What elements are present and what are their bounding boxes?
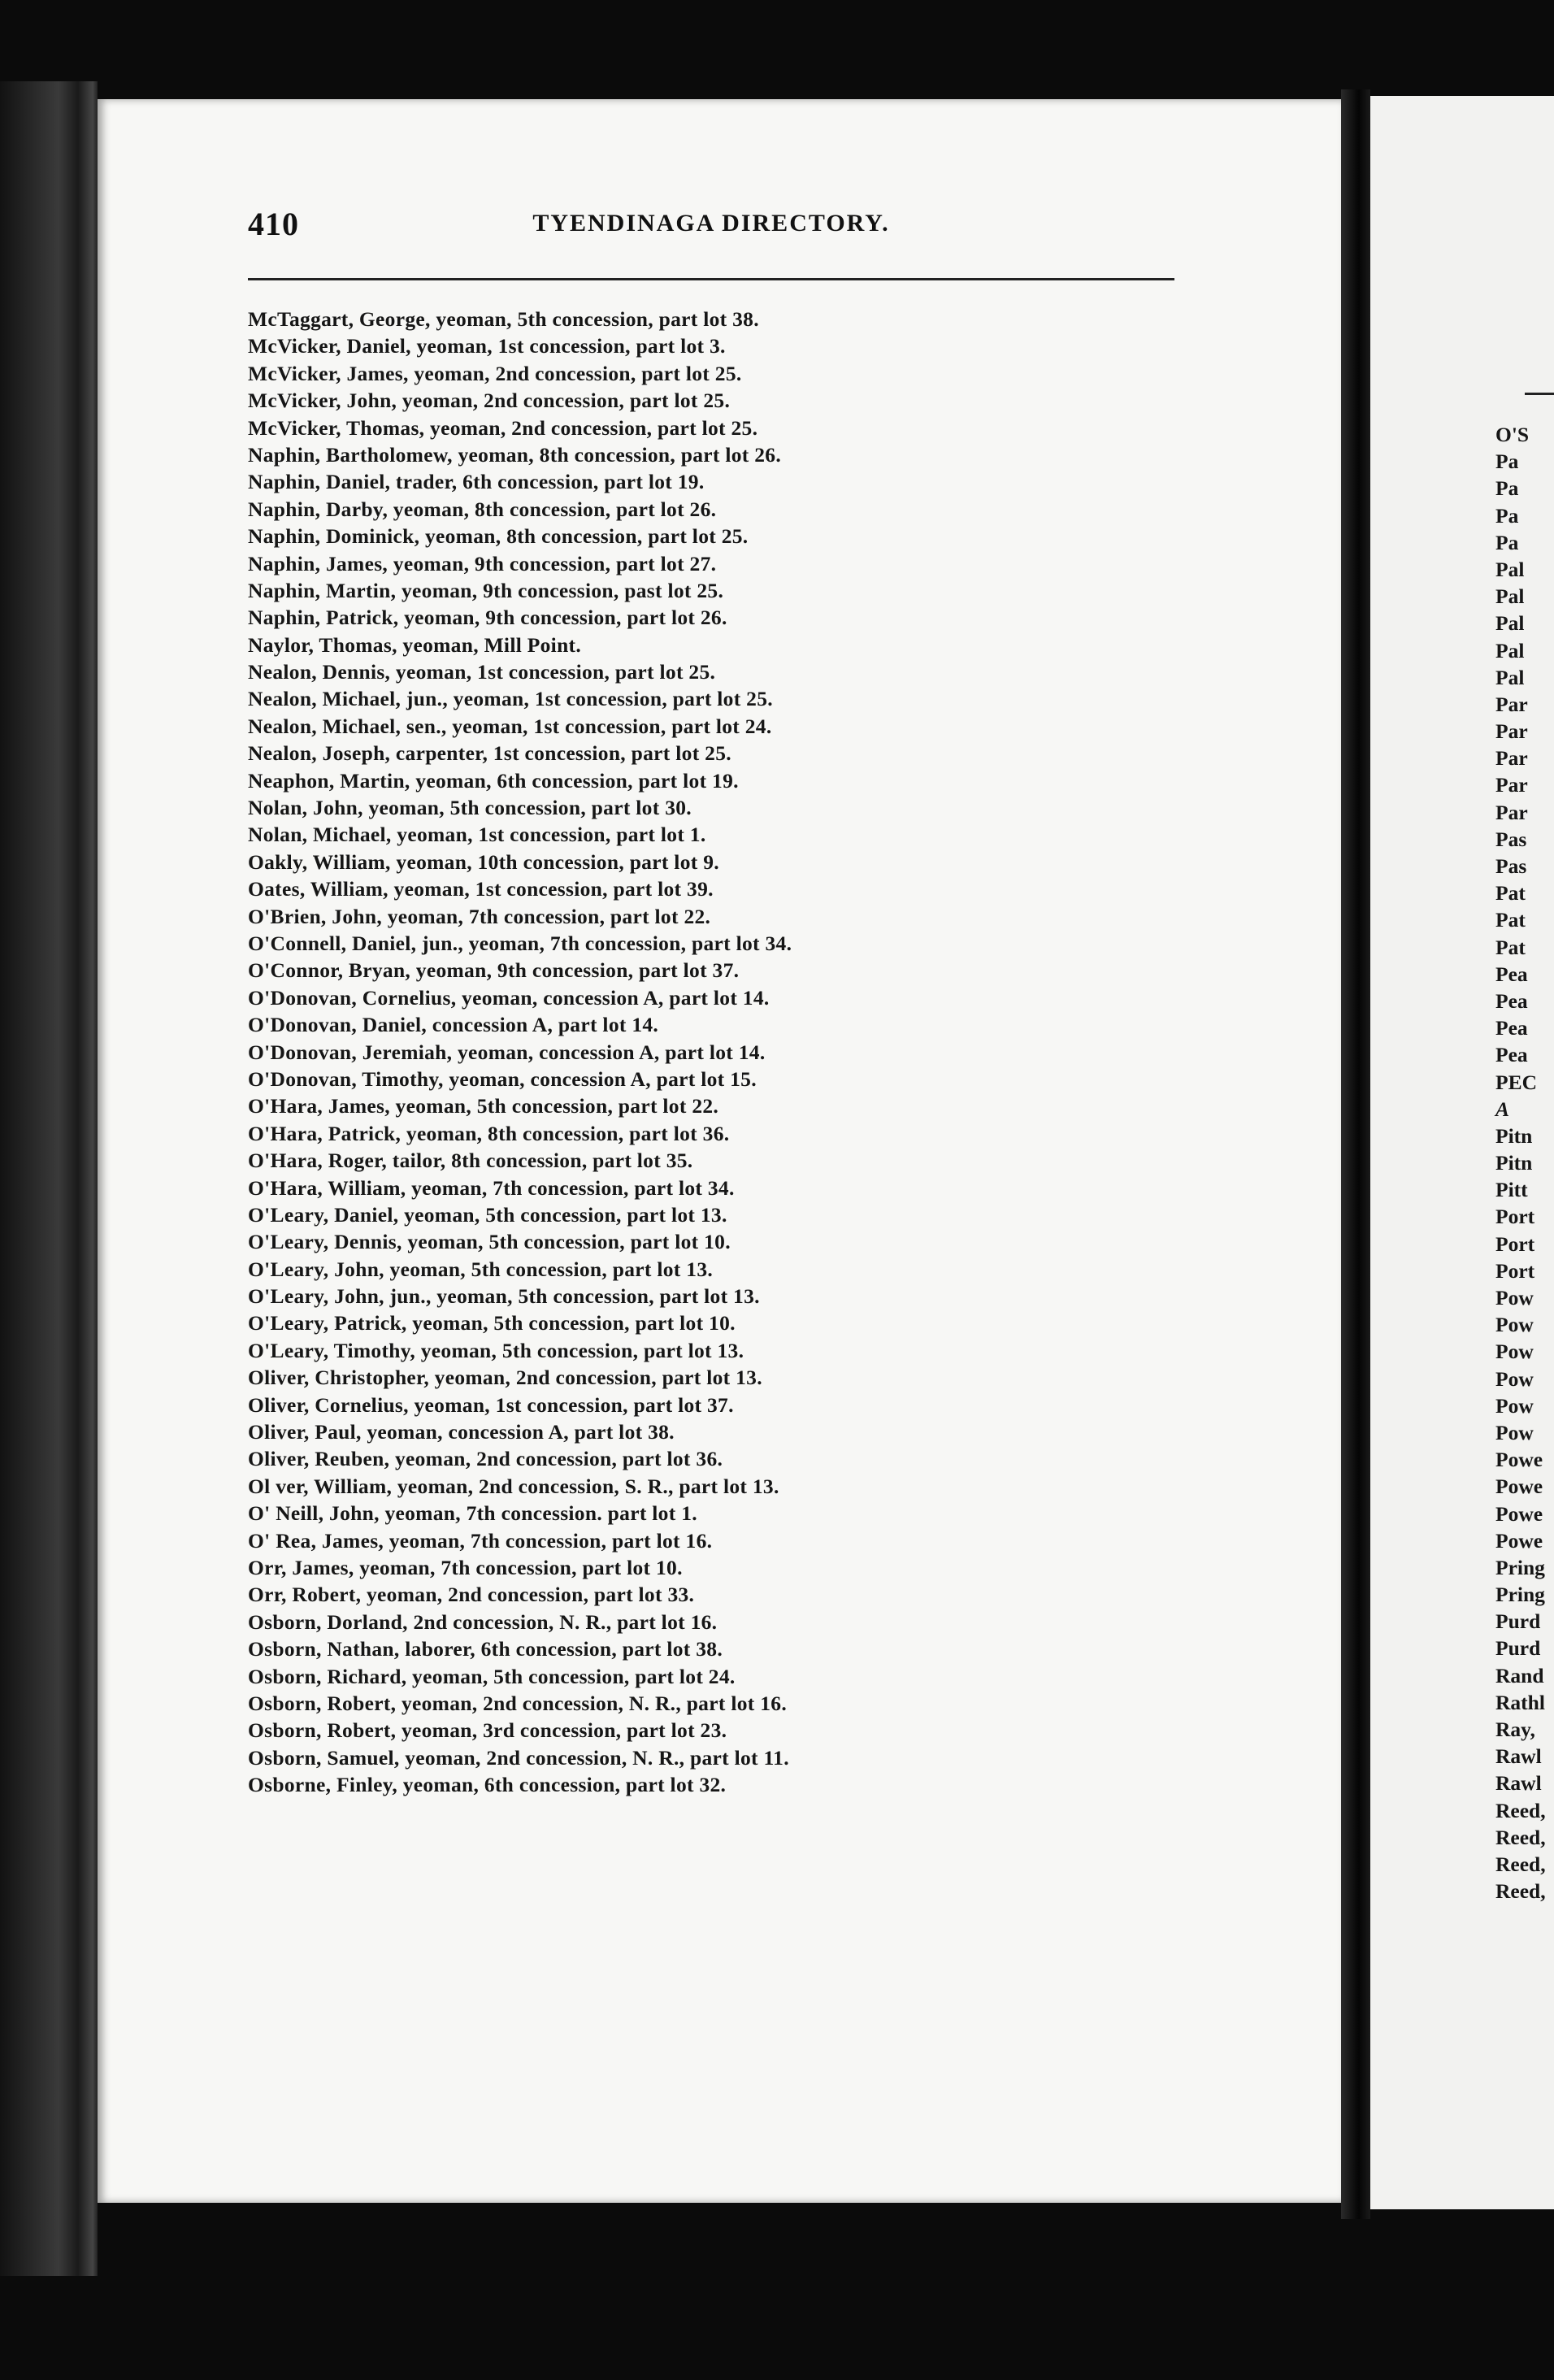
facing-page-fragment: Port (1495, 1258, 1535, 1283)
directory-entry: O'Connor, Bryan, yeoman, 9th concession, part lot 37. (248, 958, 740, 983)
facing-page-fragment: Pas (1495, 854, 1527, 878)
facing-page-fragment: Pa (1495, 530, 1519, 554)
directory-entry: Naphin, Patrick, yeoman, 9th concession, part lot 26. (248, 606, 727, 630)
directory-entry: Naphin, Dominick, yeoman, 8th concession, part lot 25. (248, 524, 749, 549)
facing-page-fragment: Par (1495, 800, 1528, 824)
book-spine (0, 81, 98, 2276)
facing-page-fragment: Powe (1495, 1448, 1543, 1472)
running-title: TYENDINAGA DIRECTORY. (532, 210, 890, 237)
facing-page-fragment: Pitn (1495, 1123, 1533, 1148)
facing-page-fragment: Pea (1495, 1043, 1528, 1067)
facing-page-fragment: Reed, (1495, 1825, 1546, 1849)
directory-entry: O'Hara, Roger, tailor, 8th concession, part lot 35. (248, 1149, 693, 1173)
directory-entry: O'Leary, John, yeoman, 5th concession, part lot 13. (248, 1257, 714, 1281)
facing-page-fragment: Purd (1495, 1636, 1541, 1661)
facing-page-fragment: Pal (1495, 665, 1525, 689)
facing-page-fragment: Rawl (1495, 1744, 1542, 1769)
directory-entry: Orr, James, yeoman, 7th concession, part lot 10. (248, 1555, 683, 1579)
facing-page-fragment: Pal (1495, 584, 1525, 609)
directory-entry: Oliver, Christopher, yeoman, 2nd concession, part lot 13. (248, 1366, 762, 1390)
facing-page-fragment: Pa (1495, 503, 1519, 528)
facing-page-fragment: Pal (1495, 638, 1525, 662)
directory-entry: O'Hara, Patrick, yeoman, 8th concession, part lot 36. (248, 1121, 730, 1145)
facing-page-fragment: Pow (1495, 1286, 1534, 1309)
directory-entry: Naylor, Thomas, yeoman, Mill Point. (248, 632, 582, 657)
directory-entry: McVicker, Thomas, yeoman, 2nd concession, part lot 25. (248, 415, 758, 440)
directory-entry: Osborn, Dorland, 2nd concession, N. R., part lot 16. (248, 1609, 718, 1634)
facing-page-fragment: Reed, (1495, 1852, 1546, 1876)
directory-entry: O'Donovan, Jeremiah, yeoman, concession A, part lot 14. (248, 1040, 766, 1064)
facing-page-fragment: Pas (1495, 827, 1527, 851)
directory-entry: O'Leary, Timothy, yeoman, 5th concession, part lot 13. (248, 1338, 744, 1362)
facing-page-fragment: Reed, (1495, 1798, 1546, 1822)
page-header (248, 205, 1174, 254)
directory-entry: Naphin, Darby, yeoman, 8th concession, part lot 26. (248, 497, 717, 521)
facing-page-fragment: Purd (1495, 1609, 1541, 1634)
directory-entry: Nealon, Michael, jun., yeoman, 1st concession, part lot 25. (248, 687, 773, 711)
facing-page-fragment: Powe (1495, 1474, 1543, 1499)
facing-page-fragment: Pat (1495, 935, 1526, 959)
facing-page-fragment: Par (1495, 719, 1528, 744)
facing-page-fragment: Pa (1495, 476, 1519, 501)
facing-page-fragment: Pat (1495, 908, 1526, 932)
directory-entry: O'Brien, John, yeoman, 7th concession, part lot 22. (248, 904, 711, 928)
directory-entry: Osborn, Robert, yeoman, 3rd concession, part lot 23. (248, 1718, 727, 1743)
directory-entry: Oakly, William, yeoman, 10th concession, part lot 9. (248, 849, 719, 874)
facing-page-fragment: Port (1495, 1205, 1535, 1229)
directory-entry: O'Hara, James, yeoman, 5th concession, part lot 22. (248, 1094, 719, 1118)
directory-entry: Osborn, Robert, yeoman, 2nd concession, N. R., part lot 16. (248, 1691, 787, 1715)
facing-page-fragment: O'S (1495, 423, 1530, 446)
directory-entry: O'Leary, Patrick, yeoman, 5th concession, part lot 10. (248, 1311, 736, 1335)
directory-entry: O'Donovan, Timothy, yeoman, concession A, part lot 15. (248, 1066, 757, 1091)
facing-page-fragment: Ray, (1495, 1718, 1535, 1741)
facing-page-fragment: Pea (1495, 962, 1528, 986)
directory-entry: Nolan, John, yeoman, 5th concession, part lot 30. (248, 796, 692, 820)
facing-page-fragment: Rand (1495, 1663, 1544, 1687)
facing-page-fragment: Pea (1495, 1016, 1528, 1040)
facing-page-fragment: Par (1495, 773, 1528, 797)
facing-page-fragment: Pow (1495, 1420, 1534, 1444)
directory-entry: Neaphon, Martin, yeoman, 6th concession, part lot 19. (248, 768, 739, 793)
facing-page-fragment: Rawl (1495, 1771, 1542, 1796)
facing-page-fragment: A (1495, 1097, 1510, 1121)
facing-page-fragment: Rathl (1495, 1690, 1545, 1714)
directory-entry: O'Hara, William, yeoman, 7th concession, part lot 34. (248, 1175, 735, 1200)
facing-page-fragment: Pa (1495, 450, 1519, 474)
directory-entry: O'Leary, John, jun., yeoman, 5th concession, part lot 13. (248, 1284, 760, 1309)
facing-page-rule (1525, 393, 1554, 395)
facing-page-fragment: Pal (1495, 611, 1525, 636)
directory-entry: Oates, William, yeoman, 1st concession, part lot 39. (248, 877, 714, 901)
directory-entry: O' Rea, James, yeoman, 7th concession, part lot 16. (248, 1528, 713, 1553)
directory-entry: O'Donovan, Daniel, concession A, part lot 14. (248, 1013, 659, 1037)
facing-page-fragment: Par (1495, 692, 1528, 716)
directory-entry: Oliver, Cornelius, yeoman, 1st concession, part lot 37. (248, 1392, 734, 1417)
page-number: 410 (248, 206, 299, 242)
facing-page-fragment: Powe (1495, 1501, 1543, 1526)
directory-entry: Nolan, Michael, yeoman, 1st concession, part lot 1. (248, 823, 706, 847)
directory-entry: Naphin, Bartholomew, yeoman, 8th concession, part lot 26. (248, 442, 782, 467)
facing-page-fragment: Reed, (1495, 1879, 1546, 1904)
directory-entry: McVicker, John, yeoman, 2nd concession, part lot 25. (248, 389, 731, 413)
facing-page-fragment: PEC (1495, 1070, 1537, 1094)
facing-page-fragment: Pow (1495, 1313, 1534, 1337)
facing-page-fragment: Powe (1495, 1528, 1543, 1553)
facing-page-fragment: Pring (1495, 1555, 1545, 1579)
directory-entry: Osborne, Finley, yeoman, 6th concession, part lot 32. (248, 1773, 727, 1797)
facing-page-fragment: Pitt (1495, 1178, 1528, 1202)
book-gutter (1341, 89, 1370, 2219)
directory-entry: Osborn, Samuel, yeoman, 2nd concession, N. R., part lot 11. (248, 1745, 789, 1770)
directory-entry: Nealon, Joseph, carpenter, 1st concession, part lot 25. (248, 741, 731, 766)
facing-page-fragment: Par (1495, 746, 1528, 771)
directory-entry: Nealon, Dennis, yeoman, 1st concession, part lot 25. (248, 660, 716, 684)
directory-entry: Nealon, Michael, sen., yeoman, 1st concession, part lot 24. (248, 714, 772, 738)
directory-entry: O' Neill, John, yeoman, 7th concession. part lot 1. (248, 1501, 697, 1526)
directory-entry: McVicker, Daniel, yeoman, 1st concession, part lot 3. (248, 334, 726, 358)
directory-entry: Ol ver, William, yeoman, 2nd concession, S. R., part lot 13. (248, 1474, 779, 1498)
facing-page-fragment: Pring (1495, 1583, 1545, 1607)
directory-entry: Osborn, Nathan, laborer, 6th concession, part lot 38. (248, 1637, 723, 1661)
directory-entries (248, 306, 1304, 1798)
directory-entry: Naphin, Daniel, trader, 6th concession, part lot 19. (248, 470, 705, 494)
facing-page-fragment: Pal (1495, 557, 1525, 581)
directory-entry: Oliver, Reuben, yeoman, 2nd concession, part lot 36. (248, 1447, 723, 1471)
facing-page-fragments (1495, 421, 1546, 1904)
facing-page-fragment: Pow (1495, 1393, 1534, 1418)
directory-entry: Naphin, Martin, yeoman, 9th concession, past lot 25. (248, 578, 724, 602)
directory-entry: Oliver, Paul, yeoman, concession A, part lot 38. (248, 1420, 675, 1444)
directory-entry: O'Leary, Dennis, yeoman, 5th concession, part lot 10. (248, 1230, 731, 1254)
directory-entry: Orr, Robert, yeoman, 2nd concession, part lot 33. (248, 1583, 695, 1607)
facing-page (1370, 96, 1554, 2209)
directory-entry: Osborn, Richard, yeoman, 5th concession, part lot 24. (248, 1664, 736, 1688)
directory-entry: O'Donovan, Cornelius, yeoman, concession A, part lot 14. (248, 985, 770, 1010)
facing-page-fragment: Port (1495, 1231, 1535, 1256)
directory-entry: Naphin, James, yeoman, 9th concession, part lot 27. (248, 551, 717, 575)
directory-entry: O'Connell, Daniel, jun., yeoman, 7th concession, part lot 34. (248, 931, 792, 955)
header-rule (248, 278, 1174, 280)
directory-entry: O'Leary, Daniel, yeoman, 5th concession, part lot 13. (248, 1202, 727, 1227)
directory-entry: McTaggart, George, yeoman, 5th concession, part lot 38. (248, 307, 759, 331)
facing-page-fragment: Pat (1495, 881, 1526, 906)
facing-page-fragment: Pow (1495, 1366, 1534, 1391)
facing-page-fragment: Pea (1495, 988, 1528, 1013)
directory-entry: McVicker, James, yeoman, 2nd concession, part lot 25. (248, 361, 742, 385)
facing-page-fragment: Pitn (1495, 1151, 1533, 1175)
facing-page-fragment: Pow (1495, 1340, 1534, 1364)
